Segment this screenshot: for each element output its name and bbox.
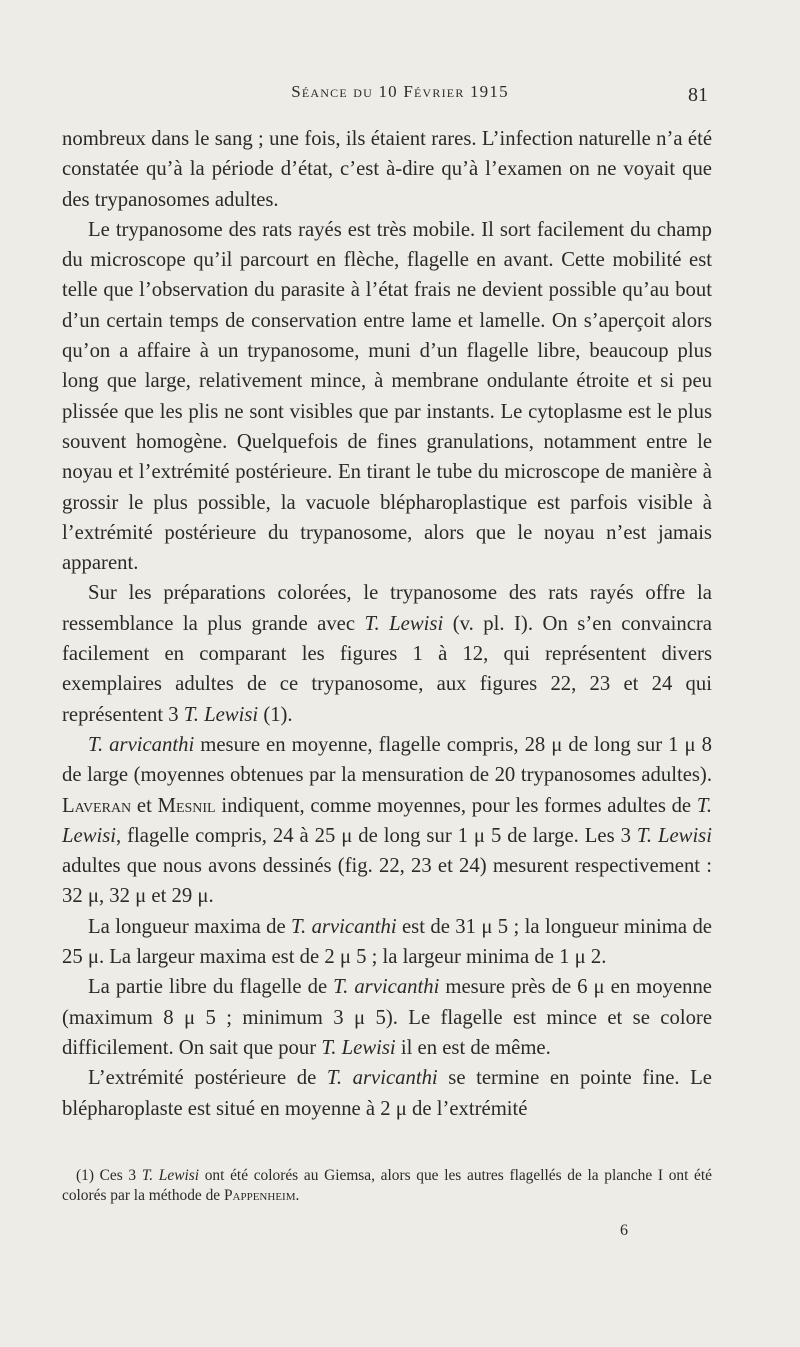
signature-mark: 6 (620, 1222, 628, 1239)
running-head: Séance du 10 Février 1915 (291, 82, 509, 101)
author-name: Pappenheim (223, 1187, 296, 1204)
species-name: T. Lewisi (321, 1036, 396, 1059)
text-run: , flagelle compris, 24 à 25 μ de long sur 1 μ 5 de large. Les 3 (116, 824, 637, 847)
text-run: indiquent, comme moyennes, pour les formes adultes de (215, 794, 697, 817)
species-name: T. Lewisi (62, 794, 712, 847)
text-run: est de 31 μ 5 ; la longueur minima de 25 μ. La largeur maxima est de 2 μ 5 ; la largeur minima de 1 μ 2. (62, 915, 712, 969)
paragraph-6 (62, 972, 712, 1063)
paragraph-7 (62, 1063, 712, 1124)
text-run: La partie libre du flagelle de (88, 976, 334, 999)
text-run: mesure près de 6 μ en moyenne (maximum 8 μ 5 ; minimum 3 μ 5). Le flagelle est mince et se colore difficilement. On sait que pour (62, 976, 712, 1059)
text-run: se termine en pointe fine. Le blépharoplaste est situé en moyenne à 2 μ de l’extrémité (62, 1067, 712, 1120)
species-name: T. arvicanthi (291, 915, 397, 938)
text-run: ont été colorés au Giemsa, alors que les autres flagellés de la planche I ont été colorés par la méthode de (62, 1167, 712, 1204)
species-name: T. Lewisi (183, 703, 259, 726)
text-run: et (131, 794, 158, 817)
footnote-text (62, 1166, 712, 1206)
author-name: Mesnil (157, 794, 216, 817)
text-run: (1) Ces 3 (76, 1167, 142, 1184)
species-name: T. arvicanthi (88, 733, 195, 756)
paragraph-2: Le trypanosome des rats rayés est très mobile. Il sort facilement du champ du microscope qu’il parcourt en flèche, flagelle en avant. Cette mobilité est telle que l’observation du parasite à l’état frais ne devient possible qu’au bout d’un certain temps de conservation entre lame et lamelle. On s’aperçoit alors qu’on a affaire à un trypanosome, muni d’un flagelle libre, beaucoup plus long que large, relativement mince, à membrane ondulante étroite et si peu plissée que les plis ne sont visibles que par instants. Le cytoplasme est le plus souvent homogène. Quelquefois de fines granulations, notamment entre le noyau et l’extrémité postérieure. En tirant le tube du microscope de manière à grossir le plus possible, la vacuole blépharoplastique est parfois visible à l’extrémité postérieure du trypanosome, alors que le noyau n’est jamais apparent. (62, 218, 712, 575)
page-number: 81 (688, 84, 708, 106)
text-run: L’extrémité postérieure de (88, 1067, 327, 1090)
species-name: T. Lewisi (141, 1167, 200, 1184)
paragraph-4 (62, 730, 712, 912)
species-name: T. arvicanthi (333, 976, 440, 999)
paragraph-1: nombreux dans le sang ; une fois, ils étaient rares. L’infection naturelle n’a été constatée qu’à la période d’état, c’est à-dire qu’à l’examen on ne voyait que des trypanosomes adultes. (62, 128, 712, 211)
paragraph-5 (62, 912, 712, 973)
text-run: La longueur maxima de (88, 915, 292, 938)
author-name: Laveran (62, 794, 132, 817)
species-name: T. Lewisi (364, 612, 444, 635)
species-name: T. Lewisi (636, 824, 712, 847)
text-run: (v. pl. I). On s’en convaincra facilement en comparant les figures 1 à 12, qui représentent divers exemplaires adultes de ce trypanosome, aux figures 22, 23 et 24 qui représentent 3 (62, 612, 712, 726)
body-text (62, 124, 712, 1124)
footnote (62, 1166, 712, 1206)
text-run: mesure en moyenne, flagelle compris, 28 μ de long sur 1 μ 8 de large (moyennes obtenues par la mensuration de 20 trypanosomes adultes). (62, 733, 712, 787)
text-run: . (295, 1187, 300, 1204)
species-name: T. arvicanthi (326, 1067, 438, 1090)
text-run: adultes que nous avons dessinés (fig. 22, 23 et 24) mesurent respectivement : 32 μ, 32 μ et 29 μ. (62, 855, 712, 908)
text-run: Sur les préparations colorées, le trypanosome des rats rayés offre la ressemblance la plus grande avec (62, 582, 712, 635)
text-run: il en est de même. (395, 1036, 551, 1059)
text-run: (1). (258, 703, 293, 726)
paragraph-3 (62, 578, 712, 729)
